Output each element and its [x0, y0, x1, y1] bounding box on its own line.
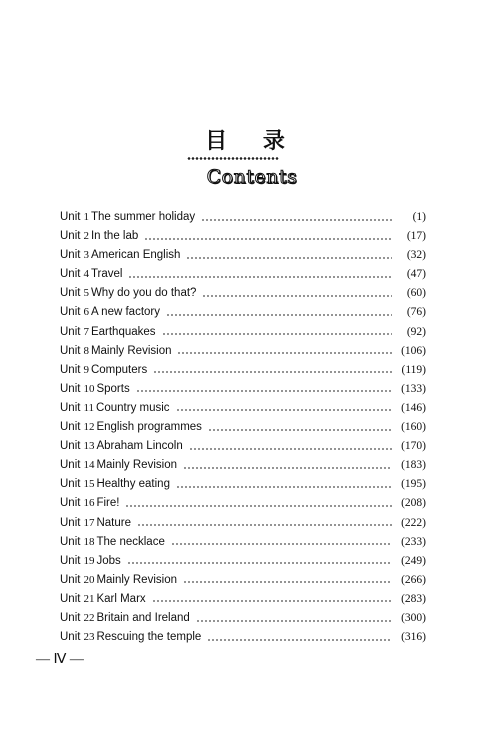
toc-unit-prefix: Unit [60, 440, 81, 453]
toc-entry[interactable] [60, 418, 426, 437]
toc-unit-label [60, 533, 96, 552]
toc-unit-number: 13 [83, 440, 95, 453]
toc-unit-prefix: Unit [60, 344, 81, 357]
dot-leader [176, 486, 392, 488]
toc-page-number: (1) [412, 211, 426, 223]
toc-unit-label [60, 303, 91, 322]
toc-page-number: (133) [401, 382, 426, 395]
toc-entry[interactable] [60, 399, 426, 418]
toc-unit-number: 22 [83, 611, 95, 624]
toc-entry[interactable] [60, 456, 426, 475]
toc-unit-prefix: Unit [60, 478, 81, 491]
toc-page-number: (183) [401, 459, 426, 472]
dot-leader [171, 543, 392, 545]
decorative-ornament [187, 156, 279, 161]
toc-unit-number: 12 [83, 421, 95, 434]
toc-unit-number: 15 [83, 478, 95, 491]
toc-entry[interactable] [60, 208, 426, 227]
dot-leader [128, 276, 392, 278]
toc-entry[interactable] [60, 628, 426, 647]
toc-unit-number: 7 [83, 325, 89, 338]
toc-unit-number: 16 [83, 497, 95, 510]
toc-unit-prefix: Unit [60, 516, 81, 529]
page-number: — Ⅳ — [36, 652, 84, 667]
toc-unit-prefix: Unit [60, 230, 81, 243]
toc-entry-title: Karl Marx [96, 592, 146, 605]
toc-page-number: (106) [401, 344, 426, 357]
toc-unit-prefix: Unit [60, 249, 81, 262]
toc-unit-label [60, 456, 96, 475]
toc-entry-title: American English [90, 249, 181, 262]
toc-page-number: (195) [401, 478, 426, 491]
toc-entry-title: Computers [90, 363, 148, 376]
toc-entry[interactable] [60, 380, 426, 399]
dot-leader [202, 295, 392, 297]
toc-entry[interactable] [60, 246, 426, 265]
toc-page-number: (60) [406, 287, 426, 300]
toc-unit-label [60, 609, 96, 628]
toc-entry-title: Mainly Revision [96, 573, 177, 586]
toc-entry-title: In the lab [90, 230, 139, 243]
toc-entry[interactable] [60, 227, 426, 246]
toc-page-number: (160) [401, 421, 426, 434]
toc-unit-prefix: Unit [60, 459, 81, 472]
toc-unit-prefix: Unit [60, 363, 81, 376]
toc-unit-number: 5 [83, 287, 89, 300]
dot-leader [207, 639, 392, 641]
toc-unit-prefix: Unit [60, 211, 81, 223]
toc-entry[interactable] [60, 571, 426, 590]
toc-entry-title: Nature [96, 516, 131, 529]
toc-entry[interactable] [60, 475, 426, 494]
toc-unit-label [60, 323, 91, 342]
toc-entry-title: Rescuing the temple [96, 631, 202, 644]
toc-unit-label [60, 628, 96, 647]
toc-unit-label [60, 361, 91, 380]
toc-unit-label [60, 437, 96, 456]
toc-entry-title: A new factory [90, 306, 160, 319]
toc-entry-title: Britain and Ireland [96, 611, 190, 624]
toc-unit-label [60, 418, 96, 437]
toc-entry-title: Sports [96, 382, 130, 395]
toc-unit-number: 8 [83, 344, 89, 357]
toc-unit-prefix: Unit [60, 631, 81, 644]
toc-unit-label [60, 265, 91, 284]
toc-unit-prefix: Unit [60, 573, 81, 586]
toc-unit-label [60, 399, 96, 418]
toc-unit-label [60, 475, 96, 494]
toc-unit-label [60, 380, 96, 399]
toc-unit-prefix: Unit [60, 611, 81, 624]
dot-leader [201, 219, 392, 221]
toc-unit-number: 4 [83, 268, 89, 281]
toc-entry[interactable] [60, 284, 426, 303]
toc-entry-title: Country music [96, 401, 170, 414]
page-title-chinese: 目 录 [205, 129, 299, 154]
toc-entry[interactable] [60, 303, 426, 322]
toc-page-number: (146) [401, 401, 426, 414]
toc-page-number: (283) [401, 592, 426, 605]
dot-leader [137, 524, 392, 526]
toc-unit-prefix: Unit [60, 421, 81, 434]
toc-entry-title: Travel [90, 268, 123, 281]
toc-entry[interactable] [60, 361, 426, 380]
toc-page-number: (300) [401, 611, 426, 624]
dot-leader [153, 371, 392, 373]
page-title-english: Contents [206, 166, 298, 188]
table-of-contents [60, 208, 426, 647]
toc-page-number: (76) [406, 306, 426, 319]
toc-page-number: (249) [401, 554, 426, 567]
toc-unit-label [60, 342, 91, 361]
toc-page-number: (222) [401, 516, 426, 529]
toc-page-number: (92) [406, 325, 426, 338]
toc-unit-number: 3 [83, 249, 89, 262]
toc-unit-number: 21 [83, 592, 95, 605]
toc-entry-title: Why do you do that? [90, 287, 197, 300]
toc-unit-prefix: Unit [60, 268, 81, 281]
toc-unit-number: 17 [83, 516, 95, 529]
toc-unit-prefix: Unit [60, 535, 81, 548]
dot-leader [208, 429, 392, 431]
toc-unit-prefix: Unit [60, 592, 81, 605]
dot-leader [196, 620, 392, 622]
toc-entry-title: Fire! [96, 497, 120, 510]
toc-entry-title: Abraham Lincoln [96, 440, 183, 453]
toc-unit-label [60, 571, 96, 590]
dot-leader [144, 238, 392, 240]
dot-leader [183, 467, 392, 469]
dot-leader [186, 257, 392, 259]
toc-unit-label [60, 514, 96, 533]
dot-leader [162, 333, 392, 335]
dot-leader [152, 600, 392, 602]
dot-leader [136, 390, 392, 392]
toc-unit-prefix: Unit [60, 401, 81, 414]
toc-unit-prefix: Unit [60, 306, 81, 319]
toc-entry-title: The summer holiday [90, 211, 196, 223]
toc-unit-number: 10 [83, 382, 95, 395]
dot-leader [176, 409, 392, 411]
toc-page-number: (266) [401, 573, 426, 586]
toc-entry[interactable] [60, 265, 426, 284]
toc-unit-label [60, 552, 96, 571]
dot-leader [125, 505, 392, 507]
toc-page-number: (170) [401, 440, 426, 453]
dot-leader [127, 562, 392, 564]
toc-unit-label [60, 246, 91, 265]
toc-entry[interactable] [60, 494, 426, 513]
toc-page-number: (316) [401, 631, 426, 644]
toc-unit-label [60, 208, 91, 227]
toc-unit-number: 23 [83, 631, 95, 644]
dot-leader [177, 352, 392, 354]
toc-page-number: (17) [406, 230, 426, 243]
toc-page-number: (119) [401, 363, 426, 376]
toc-unit-prefix: Unit [60, 497, 81, 510]
toc-entry[interactable] [60, 514, 426, 533]
toc-entry-title: Earthquakes [90, 325, 156, 338]
dot-leader [189, 448, 392, 450]
toc-unit-prefix: Unit [60, 325, 81, 338]
dot-leader [183, 581, 392, 583]
toc-entry-title: The necklace [96, 535, 165, 548]
toc-entry-title: Mainly Revision [90, 344, 172, 357]
toc-unit-prefix: Unit [60, 287, 81, 300]
toc-unit-number: 9 [83, 363, 89, 376]
toc-page-number: (208) [401, 497, 426, 510]
toc-page-number: (233) [401, 535, 426, 548]
toc-entry[interactable] [60, 323, 426, 342]
toc-unit-number: 19 [83, 554, 95, 567]
toc-entry[interactable] [60, 533, 426, 552]
toc-unit-number: 1 [83, 211, 89, 223]
dot-leader [166, 314, 392, 316]
toc-entry[interactable] [60, 342, 426, 361]
toc-unit-label [60, 590, 96, 609]
toc-entry[interactable] [60, 552, 426, 571]
toc-unit-number: 20 [83, 573, 95, 586]
toc-entry-title: Mainly Revision [96, 459, 177, 472]
toc-unit-number: 14 [83, 459, 95, 472]
toc-page-number: (47) [406, 268, 426, 281]
toc-unit-prefix: Unit [60, 382, 81, 395]
toc-entry-title: Jobs [96, 554, 121, 567]
toc-unit-label [60, 494, 96, 513]
toc-entry-title: English programmes [96, 421, 202, 434]
toc-page-number: (32) [406, 249, 426, 262]
toc-entry[interactable] [60, 590, 426, 609]
toc-entry[interactable] [60, 437, 426, 456]
toc-unit-number: 2 [83, 230, 89, 243]
toc-unit-number: 6 [83, 306, 89, 319]
toc-unit-number: 18 [83, 535, 95, 548]
toc-entry-title: Healthy eating [96, 478, 170, 491]
toc-unit-number: 11 [83, 401, 95, 414]
toc-unit-label [60, 227, 91, 246]
toc-unit-label [60, 284, 91, 303]
toc-unit-prefix: Unit [60, 554, 81, 567]
toc-entry[interactable] [60, 609, 426, 628]
